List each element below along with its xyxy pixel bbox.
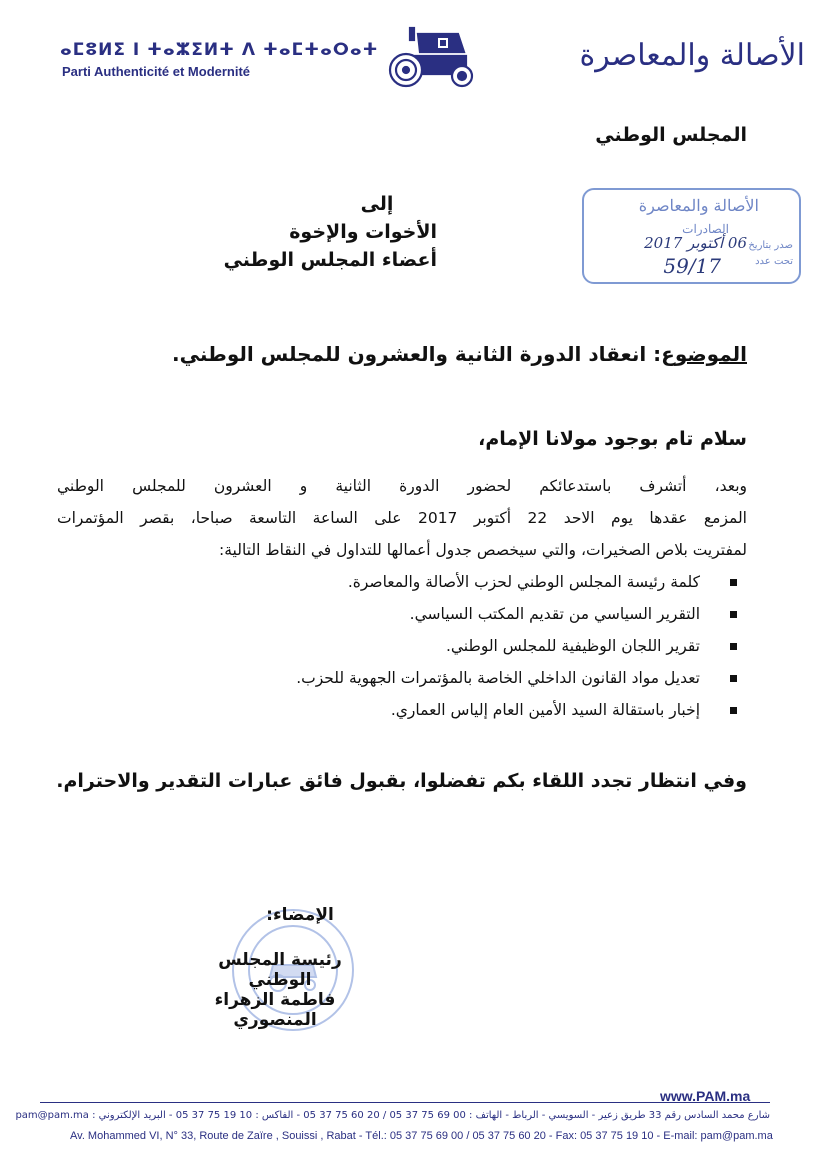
footer-divider: [40, 1102, 770, 1103]
stamp-title: الأصالة والمعاصرة: [638, 196, 759, 215]
party-name-arabic: الأصالة والمعاصرة: [579, 38, 805, 73]
stamp-number-label: تحت عدد: [755, 256, 793, 267]
recipient-line: أعضاء المجلس الوطني: [223, 249, 437, 271]
recipient-block: [223, 190, 437, 274]
signatory-name: فاطمة الزهراء المنصوري: [214, 990, 336, 1030]
agenda-item-text: إخبار باستقالة السيد الأمين العام إلياس العماري.: [390, 701, 700, 719]
recipient-line: إلى: [360, 193, 394, 215]
subject-line: [172, 342, 747, 366]
footer-address-arabic: شارع محمد السادس رقم 33 طريق زعير - السويسي - الرباط - الهاتف : 00 69 75 37 05 / 20 60 75 37 05 - الفاكس : 10 19 75 37 05 - البريد الإلكتروني : pam@pam.ma: [15, 1110, 770, 1121]
bullet-icon: [730, 675, 737, 682]
bullet-icon: [730, 579, 737, 586]
closing-line: وفي انتظار تجدد اللقاء بكم تفضلوا، بقبول فائق عبارات التقدير والاحترام.: [56, 770, 747, 792]
agenda-item-text: تقرير اللجان الوظيفية للمجلس الوطني.: [445, 637, 700, 655]
outgoing-stamp: [582, 188, 801, 284]
subject-label: الموضوع: [661, 342, 747, 366]
body-line: لمفتريت بلاص الصخيرات، والتي سيخصص جدول أعمالها للتداول في النقاط التالية:: [219, 541, 747, 559]
footer-website: www.PAM.ma: [660, 1088, 751, 1104]
agenda-item-text: التقرير السياسي من تقديم المكتب السياسي.: [409, 605, 700, 623]
agenda-item: [57, 566, 747, 598]
agenda-list: [57, 566, 747, 726]
party-name-french: Parti Authenticité et Modernité: [62, 64, 251, 79]
agenda-item-text: كلمة رئيسة المجلس الوطني لحزب الأصالة والمعاصرة.: [347, 573, 700, 591]
council-heading: المجلس الوطني: [595, 124, 747, 146]
letter-body: [57, 470, 747, 566]
bullet-icon: [730, 611, 737, 618]
body-line: المزمع عقدها يوم الاحد 22 أكتوبر 2017 على الساعة التاسعة صباحا، بقصر المؤتمرات: [57, 509, 747, 527]
stamp-number-value: 59/17: [663, 254, 721, 278]
tractor-icon: [380, 22, 480, 92]
signature-label: الإمضاء:: [266, 905, 334, 925]
bullet-icon: [730, 643, 737, 650]
party-name-tifinagh: ⴰⵎⵓⵍⵉ ⵏ ⵜⴰⵣⵉⵍⵜ ⴷ ⵜⴰⵎⵜⴰⵔⴰⵜ: [60, 40, 379, 60]
agenda-item: [57, 662, 747, 694]
signatory-title: رئيسة المجلس الوطني: [218, 950, 342, 990]
agenda-item: [57, 630, 747, 662]
recipient-line: الأخوات والإخوة: [289, 221, 437, 243]
subject-text: : انعقاد الدورة الثانية والعشرون للمجلس الوطني.: [171, 342, 662, 366]
stamp-date-label: صدر بتاريخ: [748, 240, 793, 251]
agenda-item-text: تعديل مواد القانون الداخلي الخاصة بالمؤتمرات الجهوية للحزب.: [296, 669, 700, 687]
agenda-item: [57, 694, 747, 726]
stamp-outgoing-label: الصادرات: [682, 222, 729, 236]
body-line: وبعد، أتشرف باستدعائكم لحضور الدورة الثانية و العشرون للمجلس الوطني: [57, 477, 747, 495]
footer-address-french: Av. Mohammed VI, N° 33, Route de Zaïre , Souissi , Rabat - Tél.: 05 37 75 69 00 / 05 37 75 60 20 - Fax: 05 37 75 19 10 - E-mail: pam@pam.ma: [70, 1130, 773, 1142]
stamp-date-value: 06 أكتوبر 2017: [644, 234, 747, 252]
greeting: سلام تام بوجود مولانا الإمام،: [478, 428, 747, 450]
bullet-icon: [730, 707, 737, 714]
agenda-item: [57, 598, 747, 630]
